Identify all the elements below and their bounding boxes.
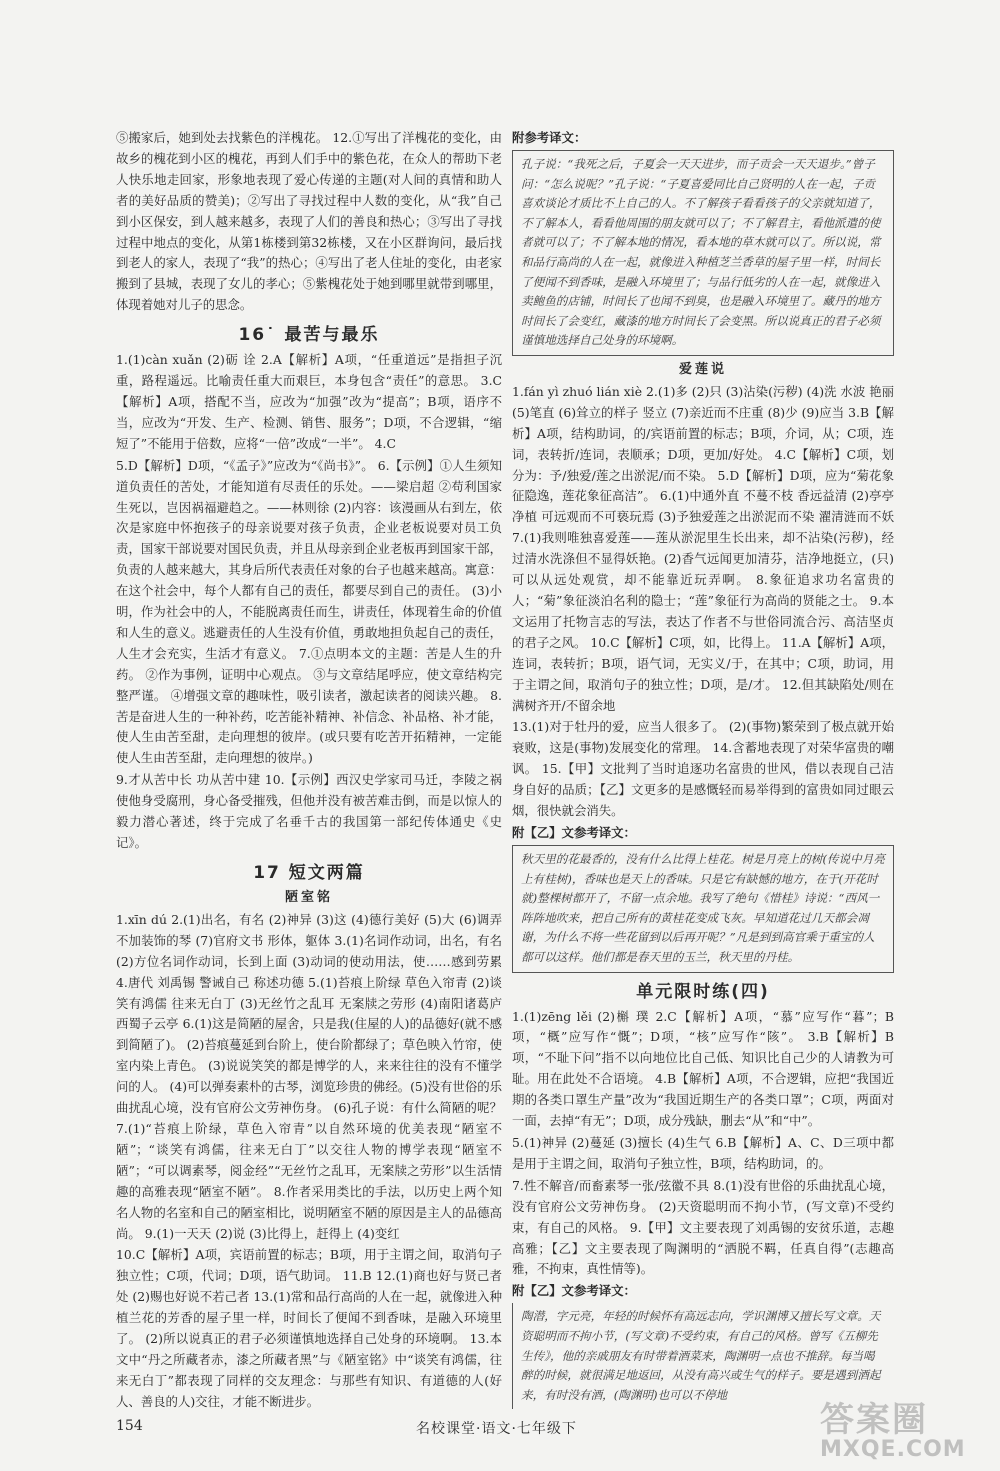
- answer-paragraph: ⑤搬家后，她到处去找紫色的洋槐花。 12.①写出了洋槐花的变化，由故乡的槐花到小区的槐花，再到人们手中的紫色花，在众人的帮助下老人快乐地走回家，形象地表现了爱心传递的主题(对人间的真情和助人者的美好品质的赞美)；②写出了寻找过程中人数的变化，从“我”自己到小区保安，到人越来越多，表现了人们的善良和热心；③写出了寻找过程中地点的变化，从第1栋楼到第32栋楼，又在小区群询问，最后找到老人的家人，表现了“我”的热心；④写出了老人住址的变化，由老家搬到了县城，表现了女儿的孝心；⑤紫槐花处于她到哪里就带到哪里，体现着她对儿子的思念。: [116, 130, 502, 313]
- reference-translation-label: 附【乙】文参考译文：: [512, 1283, 636, 1299]
- answer-paragraph: 1.(1)zēng lěi (2)槲 璞 2.C【解析】A项，“慕”应写作“暮”；B项，“概”应写作“慨”；D项，“核”应写作“陔”。 3.B【解析】B项，“不耻下问”指不以向地位比自己低、知识比自己少的人请教为可耻。用在此处不合语境。 4.B【解析】A项，不合逻辑，应把“我国近期的各类口罩生产量”改为“我国近期生产的各类口罩”；C项，两面对一面，去掉“有无”；D项，成分残缺，删去“从”和“中”。: [512, 1008, 894, 1129]
- section-title-17: 17 短文两篇: [253, 862, 365, 883]
- watermark-logo-site: MXQE.COM: [820, 1437, 966, 1462]
- book-title: 名校课堂·语文·七年级下: [416, 1421, 577, 1437]
- answer-paragraph: 9.才从苦中长 功从苦中建 10.【示例】西汉史学家司马迁，李陵之祸使他身受腐刑，身心备受摧残，但他并没有被苦难击倒，而是以惊人的毅力潜心著述，终于完成了名垂千古的我国第一部纪传体通史《史记》。: [116, 772, 502, 850]
- answer-paragraph: 1.fán yì zhuó lián xiè 2.(1)多 (2)只 (3)沾染(污秽) (4)洗 水波 艳丽 (5)笔直 (6)耸立的样子 竖立 (7)亲近而不庄重 (8)少 (9)应当 3.B【解析】A项，结构助词，的/宾语前置的标志；B项，介词，从；C项，连词，表转折/连词，表顺承；D项，更加/好处。 4.C【解析】C项，划分为：予/独爱/莲之出淤泥/而不染。 5.D【解析】D项，应为“菊花象征隐逸，莲花象征高洁”。 6.(1)中通外直 不蔓不枝 香远益清 (2)亭亭净植 可远观而不可亵玩焉 (3)予独爱莲之出淤泥而不染 濯清涟而不妖 7.(1)我则唯独喜爱莲——莲从淤泥里生长出来，却不沾染(污秽)，经过清水洗涤但不显得妖艳。(2)香气远闻更加清芬，洁净地挺立，(只)可以从远处观赏，却不能靠近玩弄啊。 8.象征追求功名富贵的人；“菊”象征淡泊名利的隐士；“莲”象征行为高尚的贤能之士。 9.本文运用了托物言志的写法，表达了作者不与世俗同流合污、高洁坚贞的君子之风。 10.C【解析】C项，如，比得上。 11.A【解析】A项，连词，表转折；B项，语气词，无实义/于，在其中；C项，助词，用于主谓之间，取消句子的独立性；D项，是/才。 12.但其缺陷处/则在满树齐开/不留余地: [512, 383, 894, 713]
- answer-paragraph: 1.(1)càn xuǎn (2)砺 诠 2.A【解析】A项，“任重道远”是指担子沉重，路程遥远。比喻责任重大而艰巨，本身包含“责任”的意思。 3.C【解析】A项，搭配不当，应改为“加强”改为“提高”；B项，语序不当，应改为“开发、生产、检测、销售、服务”；D项，不合逻辑，“缩短了”不能用于倍数，应将“一倍”改成“一半”。 4.C: [116, 352, 502, 451]
- answer-paragraph: 5.D【解析】D项，“《孟子》”应改为“《尚书》”。 6.【示例】①人生须知道负责任的苦处，才能知道有尽责任的乐处。——梁启超 ②苟利国家生死以，岂因祸福避趋之。——林则徐 (2)内容：该漫画从右到左，依次是家庭中怀抱孩子的母亲说要对孩子负责，企业老板说要对员工负责，国家干部说要对国民负责，并且从母亲到企业老板再到国家干部，负责的人越来越大，其身后所代表责任对象的台子也越来越高。寓意：在这个社会中，每个人都有自己的责任，都要尽到自己的责任。 (3)小明，作为社会中的人，不能脱离责任而生，讲责任，体现着生命的价值和人生的意义。逃避责任的人生没有价值，勇敢地担负起自己的责任，人生才会充实，生活才有意义。 7.①点明本文的主题：苦是人生的升药。 ②作为事例，证明中心观点。 ③与文章结尾呼应，使文章结构完整严谨。 ④增强文章的趣味性，吸引读者，激起读者的阅读兴趣。 8.苦是奋进人生的一种补药，吃苦能补精神、补信念、补品格、补才能，使人生由苦至甜，走向理想的彼岸。(或只要有吃苦开拓精神，一定能使人生由苦至甜，走向理想的彼岸。): [116, 457, 502, 766]
- subsection-title-ailianshuo: 爱莲说: [678, 361, 727, 377]
- page-number: 154: [116, 1418, 143, 1434]
- reference-translation-box: 秋天里的花最香的，没有什么比得上桂花。树是月亮上的树(传说中月亮上有桂树)，香味也是天上的香味。只是它有缺憾的地方，在于(开花时就)整棵树都开了，不留一点余地。我写了绝句《惜桂》诗说：“西风一阵阵地吹来，把自己所有的黄桂花变成飞灰。早知道花过几天都会凋谢，为什么不将一些花留到以后再开呢？”凡是到到高官乘于重宝的人都可以这样。他们都是春天里的玉兰，秋天里的丹桂。: [512, 845, 894, 973]
- answer-paragraph: 1.xīn dú 2.(1)出名，有名 (2)神异 (3)这 (4)德行美好 (5)大 (6)调弄 不加装饰的琴 (7)官府文书 形体，躯体 3.(1)名词作动词，出名，有名 (2)方位名词作动词，长到上面 (3)动词的使动用法，使……感到劳累 4.唐代 刘禹锡 警诫自己 称述功德 5.(1)苔痕上阶绿 草色入帘青 (2)谈笑有鸿儒 往来无白丁 (3)无丝竹之乱耳 无案牍之劳形 (4)南阳诸葛庐 西蜀子云亭 6.(1)这是简陋的屋舍，只是我(住屋的人)的品德好(就不感到简陋了)。 (2)苔痕蔓延到台阶上，使台阶都绿了；草色映入竹帘，使室内染上青色。 (3)说说笑笑的都是博学的人，来来往往的没有不懂学问的人。 (4)可以弹奏素朴的古琴，浏览珍贵的佛经。(5)没有世俗的乐曲扰乱心境，没有官府公文劳神伤身。 (6)孔子说：有什么简陋的呢？ 7.(1)“苔痕上阶绿，草色入帘青”以自然环境的优美表现“陋室不陋”；“谈笑有鸿儒，往来无白丁”以交往人物的博学表现“陋室不陋”；“可以调素琴，阅金经”“无丝竹之乱耳，无案牍之劳形”以生活情趣的高雅表现“陋室不陋”。 8.作者采用类比的手法，以历史上两个知名人物的名室和自己的陋室相比，说明陋室不陋的原因是主人的品德高尚。 9.(1)一天天 (2)说 (3)比得上，赶得上 (4)变红: [116, 911, 502, 1241]
- reference-translation-label: 附【乙】文参考译文：: [512, 824, 636, 840]
- subsection-title-loushiming: 陋室铭: [284, 889, 333, 905]
- unit-test-title: 单元限时练(四): [636, 981, 770, 1002]
- reference-translation-label: 附参考译文：: [512, 130, 587, 145]
- answer-paragraph: 13.(1)对于牡丹的爱，应当人很多了。 (2)(事物)繁荣到了极点就开始衰败，这是(事物)发展变化的常理。 14.含蓄地表现了对荣华富贵的嘲讽。 15.【甲】文批判了当时追逐功名富贵的世风，借以表现自己洁身自好的品质；【乙】文更多的是感慨轻而易举得到的富贵如同过眼云烟，很快就会消失。: [512, 719, 894, 819]
- reference-translation-box: 孔子说：“我死之后，子夏会一天天进步，而子贡会一天天退步。”曾子问：“怎么说呢？”孔子说：“子夏喜爱同比自己贤明的人在一起，子贡喜欢谈论才质比不上自己的人。不了解孩子看看孩子的父亲就知道了，不了解本人，看看他周围的朋友就可以了；不了解君主，看他派遣的使者就可以了；不了解本地的情况，看本地的草木就可以了。所以说，常和品行高尚的人在一起，就像进入种植芝兰香草的屋子里一样，时间长了便闻不到香味，是融入环境里了；与品行低劣的人在一起，就像进入卖鲍鱼的店铺，时间长了也闻不到臭，也是融入环境里了。藏丹的地方时间长了会变红，藏漆的地方时间长了会变黑。所以说真正的君子必须谨慎地选择自己处身的环境啊。: [512, 150, 894, 356]
- answer-paragraph: 5.(1)神异 (2)蔓延 (3)擅长 (4)生气 6.B【解析】A、C、D三项中都是用于主谓之间，取消句子独立性，B项，结构助词，的。: [512, 1134, 894, 1171]
- watermark-logo-text: 答案圈: [820, 1400, 928, 1440]
- watermark-logo: [820, 1392, 970, 1462]
- right-column: [512, 128, 894, 1413]
- reference-translation-box: 陶潜，字元亮，年轻的时候怀有高远志向，学识渊博又擅长写文章。天资聪明而不拘小节，(写文章)不受约束，有自己的风格。曾写《五柳先生传》，他的亲戚朋友有时带着酒菜来，陶渊明一点也不推辞。每当喝醉的时候，就很满足地返回，从没有高兴或生气的样子。要是遇到酒起来，有时没有酒，(陶渊明)也可以不停地: [512, 1303, 894, 1409]
- section-title-16: 16˙ 最苦与最乐: [238, 325, 380, 346]
- answer-paragraph: 10.C【解析】A项，宾语前置的标志；B项，用于主谓之间，取消句子独立性；C项，代词；D项，语气助词。 11.B 12.(1)商也好与贤己者处 (2)赐也好说不若己者 13.(1)常和品行高尚的人在一起，就像进入种植兰花的芳香的屋子里一样，时间长了便闻不到香味，是融入环境里了。 (2)所以说真正的君子必须谨慎地选择自己处身的环境啊。 13.本文中“丹之所藏者赤，漆之所藏者黑”与《陋室铭》中“谈笑有鸿儒，往来无白丁”都表现了同样的交友理念：与那些有知识、有道德的人(好人、善良的人)交往，才能不断进步。: [116, 1247, 502, 1409]
- left-column: [116, 128, 502, 1414]
- answer-paragraph: 7.性不解音/而畜素琴一张/弦徽不具 8.(1)没有世俗的乐曲扰乱心境，没有官府公文劳神伤身。 (2)天资聪明而不拘小节，(写文章)不受约束，有自己的风格。 9.【甲】文主要表现了刘禹锡的安贫乐道，志趣高雅；【乙】文主要表现了陶渊明的“洒脱不羁，任真自得”(志趣高雅，不拘束，真性情等)。: [512, 1177, 894, 1277]
